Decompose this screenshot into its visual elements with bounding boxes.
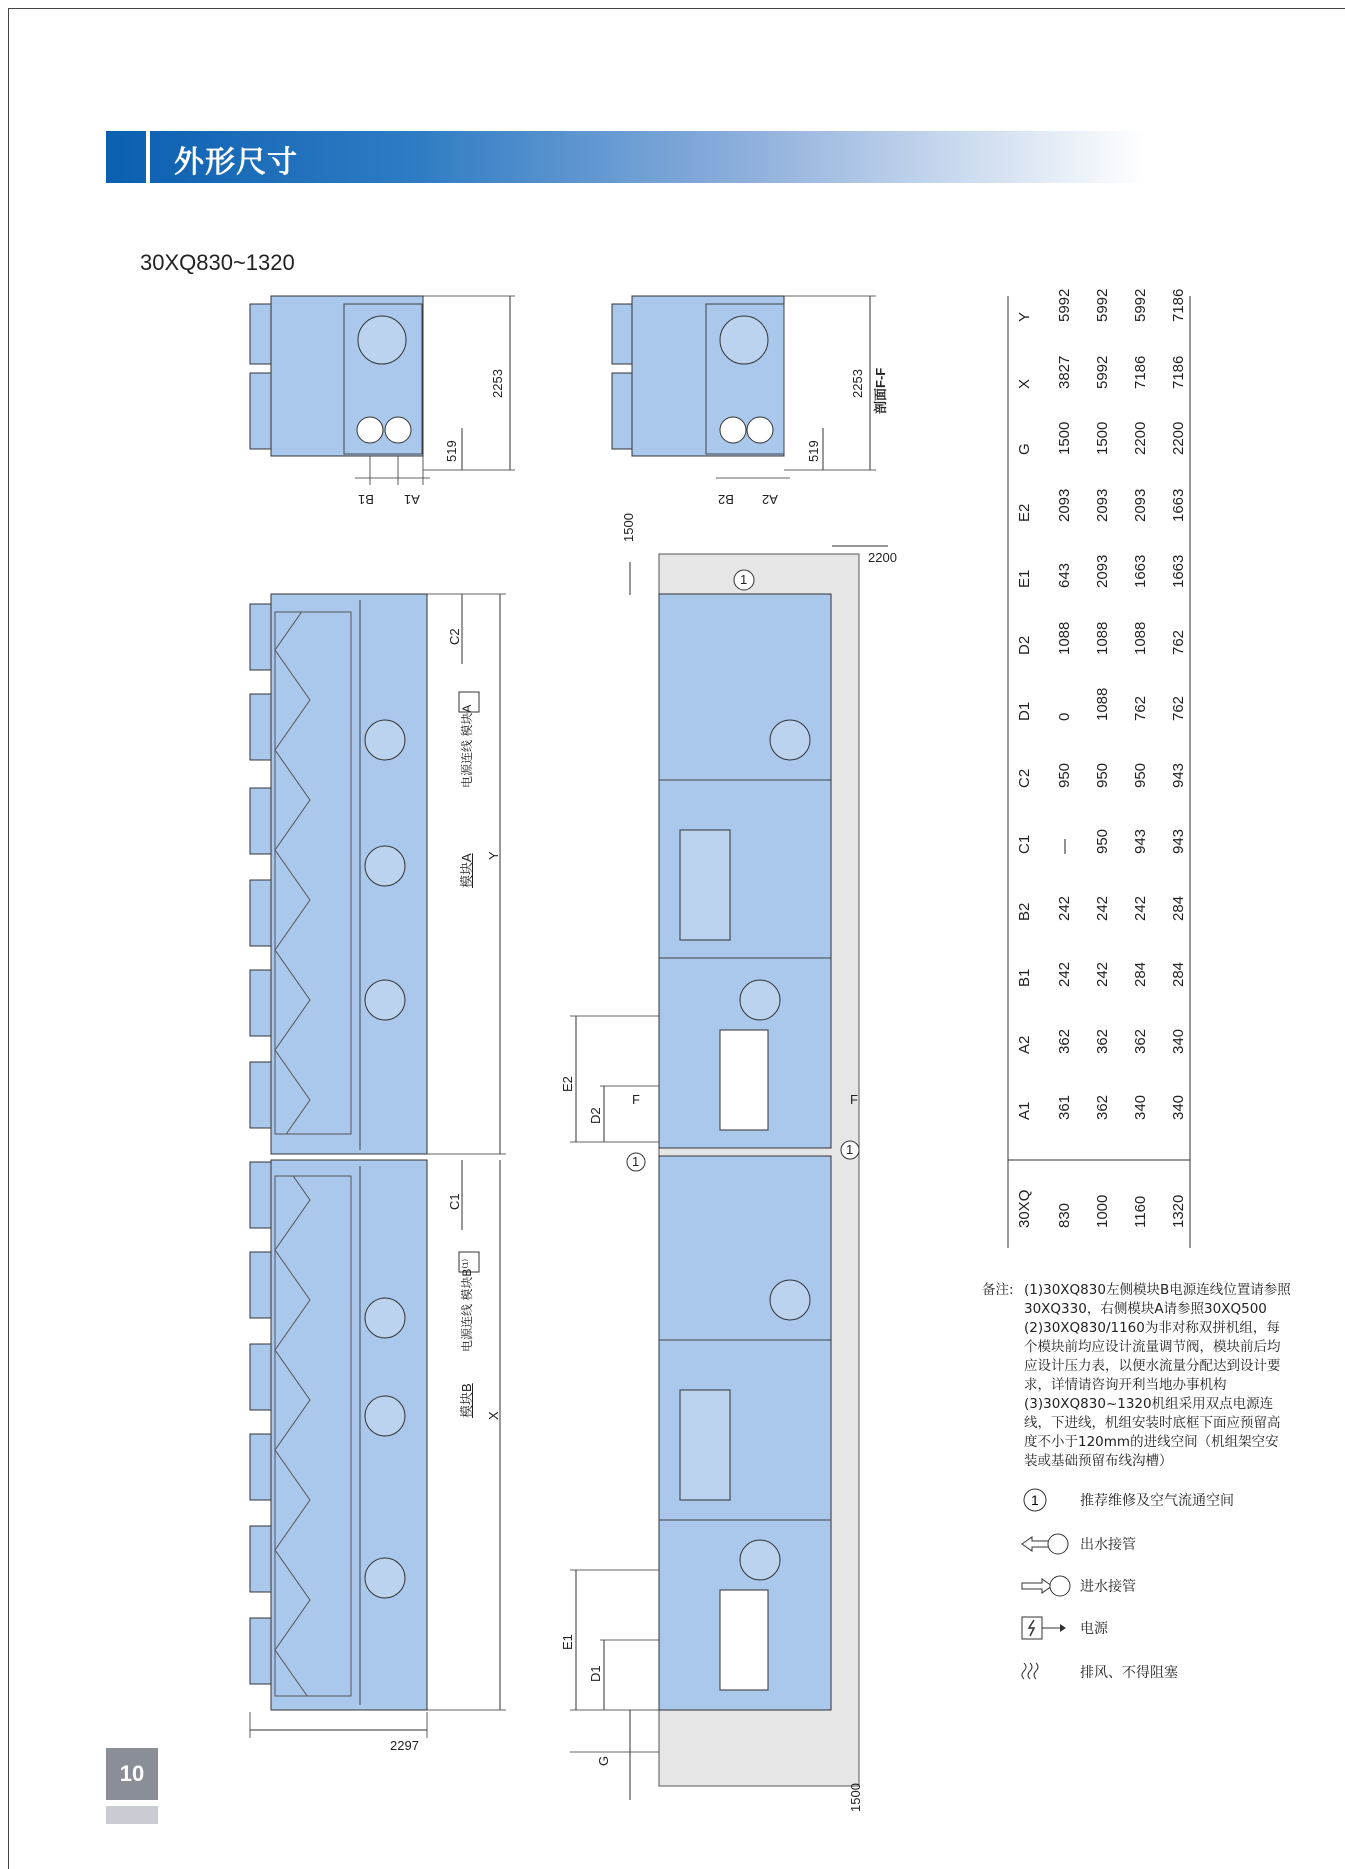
x-label: X — [486, 1411, 501, 1420]
table-cell: 242 — [1132, 895, 1149, 921]
table-header-d1: D1 — [1016, 701, 1033, 721]
table-cell: 340 — [1132, 1094, 1149, 1120]
table-cell: 943 — [1170, 762, 1187, 788]
model-range: 30XQ830~1320 — [140, 250, 295, 275]
table-cell: 950 — [1094, 828, 1111, 854]
table-cell: — — [1056, 839, 1073, 854]
water-outlet-icon — [1020, 1529, 1076, 1559]
notes — [982, 1281, 1292, 1471]
table-header-30xq: 30XQ — [1016, 1189, 1033, 1228]
power-b-label: 电源连线 模块B⁽¹⁾ — [460, 1258, 474, 1352]
notes-lead: 备注: — [982, 1282, 1014, 1298]
table-header-c1: C1 — [1016, 834, 1033, 854]
page-tab — [106, 1806, 158, 1824]
table-cell: 1500 — [1094, 421, 1111, 455]
table-cell: 1088 — [1132, 621, 1149, 655]
table-cell: 943 — [1170, 828, 1187, 854]
section-title: 外形尺寸 — [174, 145, 298, 180]
c1-label: C1 — [447, 1193, 462, 1210]
e1-label: E1 — [560, 1634, 575, 1650]
table-cell: 950 — [1056, 762, 1073, 788]
legend-item-inlet — [1020, 1571, 1320, 1601]
table-cell: 7186 — [1170, 288, 1187, 322]
table-header-c2: C2 — [1016, 768, 1033, 788]
clearance-top-label: 1500 — [621, 513, 636, 542]
module-b-label: 模块B — [459, 1383, 474, 1418]
f-mark-right: F — [850, 1092, 858, 1107]
svg-text:1: 1 — [1031, 1492, 1039, 1508]
table-cell: 362 — [1094, 1028, 1111, 1054]
table-cell: 242 — [1056, 961, 1073, 987]
width-label: 2297 — [390, 1738, 419, 1753]
c2-label: C2 — [447, 628, 462, 645]
dim-519-right: 519 — [806, 440, 821, 462]
end-view-left — [250, 296, 515, 485]
table-cell: 362 — [1056, 1028, 1073, 1054]
table-cell: 5992 — [1094, 288, 1111, 322]
table-cell: 1088 — [1094, 687, 1111, 721]
clearance-bottom-label: 1500 — [848, 1783, 863, 1812]
table-cell: 284 — [1170, 895, 1187, 921]
table-cell: 1663 — [1170, 554, 1187, 588]
table-cell: 242 — [1094, 895, 1111, 921]
circle-1-icon — [1020, 1485, 1076, 1515]
table-cell: 1088 — [1056, 621, 1073, 655]
table-cell: 943 — [1132, 828, 1149, 854]
table-cell: 340 — [1170, 1028, 1187, 1054]
table-cell: 2093 — [1094, 554, 1111, 588]
exhaust-icon — [1020, 1657, 1076, 1687]
table-cell: 362 — [1132, 1028, 1149, 1054]
b1-label: B1 — [358, 492, 374, 507]
table-cell: 1663 — [1132, 554, 1149, 588]
notes-text: (1)30XQ830左侧模块B电源连线位置请参照30XQ330，右侧模块A请参照30XQ500 (2)30XQ830/1160为非对称双拼机组，每个模块前均应设计流量调节阀，模块前后均应设计压力表，以便水流量分配达到设计要求，详情请咨询开利当地办事机构 (3)30XQ830~1320机组采用双点电源连线，下进线，机组安装时底框下面应预留高度不小于120mm的进线空间（机组架空安装或基础预留布线沟槽） — [1024, 1282, 1291, 1469]
section-label: 剖面F-F — [873, 367, 888, 414]
a1-label: A1 — [404, 492, 420, 507]
table-header-e2: E2 — [1016, 503, 1033, 522]
end-view-right — [612, 296, 876, 478]
table-header-y: Y — [1016, 311, 1033, 322]
table-cell: 950 — [1094, 762, 1111, 788]
table-cell: 362 — [1094, 1094, 1111, 1120]
table-cell: 1088 — [1094, 621, 1111, 655]
table-header-d2: D2 — [1016, 635, 1033, 655]
table-cell: 2093 — [1056, 488, 1073, 522]
table-header-a2: A2 — [1016, 1035, 1033, 1054]
e2-label: E2 — [560, 1076, 575, 1092]
table-cell: 2093 — [1094, 488, 1111, 522]
table-cell: 7186 — [1132, 355, 1149, 389]
table-cell: 5992 — [1132, 288, 1149, 322]
table-cell: 3827 — [1056, 355, 1073, 389]
table-cell: 2200 — [1132, 421, 1149, 455]
legend-text: 电源 — [1080, 1621, 1108, 1637]
table-cell: 1160 — [1132, 1195, 1149, 1228]
circle-1-top: 1 — [740, 572, 748, 587]
table-cell: 830 — [1056, 1202, 1073, 1228]
table-header-g: G — [1016, 443, 1033, 455]
d1-label: D1 — [588, 1665, 603, 1682]
table-header-e1: E1 — [1016, 569, 1033, 588]
y-label: Y — [486, 851, 501, 860]
table-cell: 7186 — [1170, 355, 1187, 389]
legend-item-exhaust — [1020, 1657, 1320, 1687]
clearance-side-label: 2200 — [868, 550, 897, 565]
water-inlet-icon — [1020, 1571, 1076, 1601]
power-icon — [1020, 1613, 1076, 1643]
dim-519-left: 519 — [444, 440, 459, 462]
legend-item-power — [1020, 1613, 1320, 1643]
legend-text: 出水接管 — [1080, 1537, 1136, 1553]
table-header-b2: B2 — [1016, 902, 1033, 921]
g-label: G — [596, 1755, 611, 1766]
legend-item-clearance — [1020, 1485, 1320, 1515]
table-cell: 361 — [1056, 1094, 1073, 1120]
plan-view-right — [570, 546, 888, 1800]
height-label-left: 2253 — [490, 369, 505, 398]
table-cell: 284 — [1170, 961, 1187, 987]
legend-text: 推荐维修及空气流通空间 — [1080, 1493, 1234, 1509]
table-cell: 5992 — [1094, 355, 1111, 389]
table-cell: 284 — [1132, 961, 1149, 987]
table-cell: 1320 — [1170, 1194, 1187, 1228]
table-cell: 2200 — [1170, 421, 1187, 455]
legend-text: 排风、不得阻塞 — [1080, 1665, 1178, 1681]
table-cell: 762 — [1170, 629, 1187, 655]
table-cell: 2093 — [1132, 488, 1149, 522]
table-header-b1: B1 — [1016, 968, 1033, 987]
page-number: 10 — [106, 1748, 158, 1800]
a2-label: A2 — [762, 492, 778, 507]
table-header-a1: A1 — [1016, 1101, 1033, 1120]
table-cell: 762 — [1170, 695, 1187, 721]
table-cell: 950 — [1132, 762, 1149, 788]
table-cell: 1500 — [1056, 421, 1073, 455]
d2-label: D2 — [588, 1107, 603, 1124]
legend-item-outlet — [1020, 1529, 1320, 1559]
table-header-x: X — [1016, 378, 1033, 389]
table-cell: 762 — [1132, 695, 1149, 721]
height-label-right: 2253 — [850, 369, 865, 398]
b2-label: B2 — [718, 492, 734, 507]
f-mark-left: F — [632, 1092, 640, 1107]
table-cell: 5992 — [1056, 288, 1073, 322]
table-cell: 0 — [1056, 712, 1073, 721]
legend-text: 进水接管 — [1080, 1579, 1136, 1595]
table-cell: 340 — [1170, 1094, 1187, 1120]
table-cell: 1000 — [1094, 1194, 1111, 1228]
table-cell: 643 — [1056, 562, 1073, 588]
table-cell: 1663 — [1170, 488, 1187, 522]
table-cell: 242 — [1056, 895, 1073, 921]
circle-1-left: 1 — [632, 1154, 640, 1169]
power-a-label: 电源连线 模块A — [460, 704, 474, 788]
module-a-label: 模块A — [459, 853, 474, 888]
circle-1-right: 1 — [846, 1142, 854, 1157]
table-cell: 242 — [1094, 961, 1111, 987]
